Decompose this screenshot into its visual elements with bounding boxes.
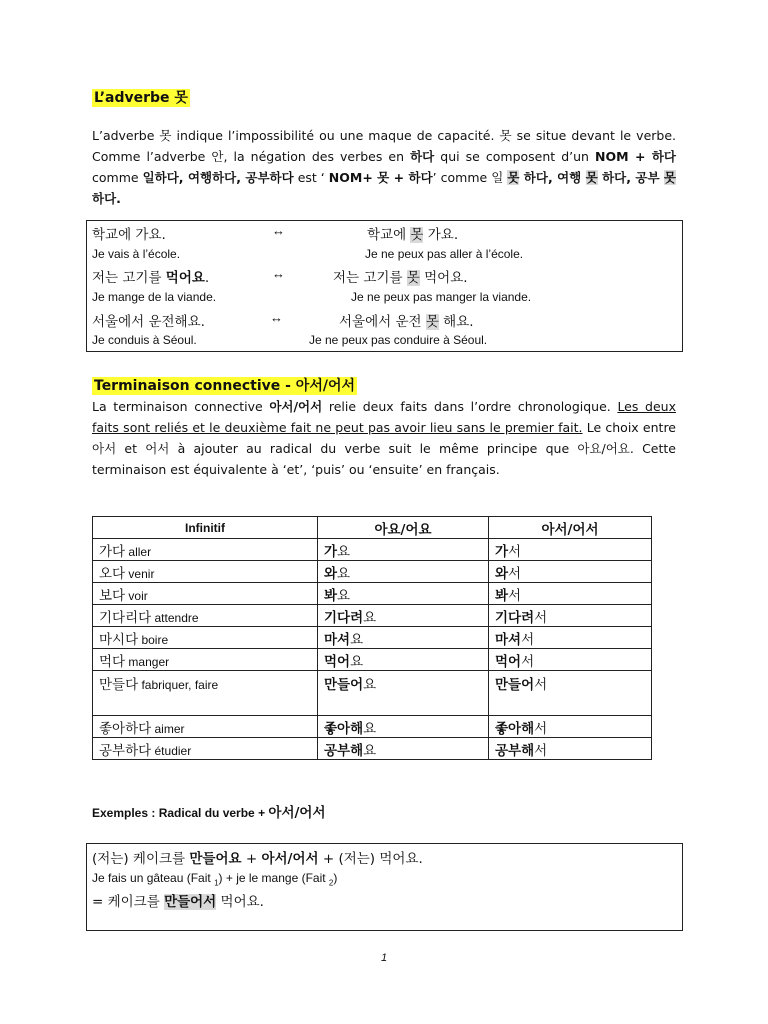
para-bold: 하다, 공부 [597,170,664,185]
cell-infinitif: 가다 aller [93,539,318,561]
table-row [93,605,652,627]
table-row [93,671,652,716]
negation-examples-box [86,220,683,352]
example-french-negative: Je ne peux pas manger la viande. [351,290,532,304]
table-row [93,738,652,760]
cell-infinitif: 보다 voir [93,583,318,605]
table-row [93,627,652,649]
table-header-row [93,517,652,539]
cell-infinitif: 마시다 boire [93,627,318,649]
page-number: 1 [381,952,388,964]
para-bold: NOM + 하다 [595,149,676,164]
cell-infinitif: 오다 venir [93,561,318,583]
example-korean-negative: 서울에서 운전 못 해요. [339,314,474,330]
cell-ayo-eoyo: 봐요 [318,583,489,605]
header-infinitif: Infinitif [93,517,318,539]
para-underlined: Les deux faits sont reliés et le deuxième fait ne peut pas avoir lieu sans le premier fait. [92,399,676,435]
para-text: La terminaison connective [92,399,270,414]
cell-ayo-eoyo: 와요 [318,561,489,583]
cell-infinitif: 만들다 fabriquer, faire [93,671,318,716]
negation-highlight: 못 [507,170,520,185]
cell-ayo-eoyo: 가요 [318,539,489,561]
para-text: relie deux faits dans l’ordre chronologique. [322,399,618,414]
example-korean-negative: 학교에 못 가요. [367,227,459,243]
example-french-sentences: Je fais un gâteau (Fait $_1$) + je le mange (Fait $_2$) [92,871,338,888]
para-text: comme [92,170,143,185]
para-text: qui se composent d’un [434,149,596,164]
header-aseo-eoseo: 아서/어서 [489,517,652,539]
table-row [93,583,652,605]
cell-ayo-eoyo: 좋아해요 [318,716,489,738]
connective-example-box [86,843,683,931]
negation-highlight: 못 [406,270,420,286]
example-french-positive: Je mange de la viande. [92,290,217,304]
arrow-icon: ↔ [270,310,283,325]
cell-aseo-eoseo: 공부해서 [489,738,652,760]
para-bold: 일하다, 여행하다, 공부하다 [142,170,294,185]
cell-infinitif: 먹다 manger [93,649,318,671]
section-heading-terminaison [92,375,357,395]
cell-aseo-eoseo: 마셔서 [489,627,652,649]
cell-ayo-eoyo: 먹어요 [318,649,489,671]
para-text: Le choix entre 아서 et 어서 à ajouter au radical du verbe suit le même principe que 아요/어요. Cette terminaison est équivalente à ‘et’, ‘puis’ ou ‘ensuite’ en français. [92,420,676,477]
example-french-negative: Je ne peux pas conduire à Séoul. [309,333,488,347]
connective-highlight: 만들어서 [164,894,217,910]
para-text: est ‘ [293,170,329,185]
table-row [93,716,652,738]
negation-highlight: 못 [663,170,676,185]
table-row [93,561,652,583]
cell-infinitif: 좋아하다 aimer [93,716,318,738]
header-ayo-eoyo: 아요/어요 [318,517,489,539]
cell-aseo-eoseo: 먹어서 [489,649,652,671]
para-bold: 하다, 여행 [519,170,586,185]
adverbe-paragraph [92,125,676,209]
cell-ayo-eoyo: 만들어요 [318,671,489,716]
para-bold: 하다 [410,149,435,164]
para-text: L’adverbe 못 indique l’impossibilité ou une maque de capacité. 못 se situe devant le verbe. Comme l’adverbe 안, la négation des verbes en [92,128,676,164]
arrow-icon: ↔ [272,266,285,281]
example-korean-positive: 서울에서 운전해요. [92,314,205,330]
cell-ayo-eoyo: 공부해요 [318,738,489,760]
example-french-negative: Je ne peux pas aller à l’école. [365,247,524,261]
example-korean-positive: 학교에 가요. [92,227,166,243]
cell-infinitif: 공부하다 étudier [93,738,318,760]
table-row [93,649,652,671]
cell-aseo-eoseo: 좋아해서 [489,716,652,738]
example-french-positive: Je conduis à Séoul. [92,333,197,347]
conjugation-table [92,516,652,760]
cell-ayo-eoyo: 마셔요 [318,627,489,649]
cell-infinitif: 기다리다 attendre [93,605,318,627]
cell-aseo-eoseo: 가서 [489,539,652,561]
arrow-icon: ↔ [272,223,285,238]
cell-aseo-eoseo: 봐서 [489,583,652,605]
example-korean-negative: 저는 고기를 못 먹어요. [333,270,468,286]
negation-highlight: 못 [410,227,424,243]
negation-highlight: 못 [585,170,598,185]
para-bold: 아서/어서 [269,399,323,414]
heading-text: L’adverbe 못 [94,90,188,106]
para-text: ’ comme 일 [432,170,508,185]
cell-aseo-eoseo: 만들어서 [489,671,652,716]
example-korean-positive: 저는 고기를 먹어요. [92,270,210,286]
cell-aseo-eoseo: 와서 [489,561,652,583]
para-bold: NOM+ 못 + 하다 [328,170,433,185]
terminaison-paragraph [92,396,676,480]
example-french-positive: Je vais à l’école. [92,247,181,261]
negation-highlight: 못 [425,314,439,330]
table-row [93,539,652,561]
example-combined-sentence: = 케이크를 만들어서 먹어요. [92,894,264,910]
para-bold: 하다. [92,191,121,206]
cell-aseo-eoseo: 기다려서 [489,605,652,627]
example-korean-sentences: (저는) 케이크를 만들어요 + 아서/어서 + (저는) 먹어요. [92,851,423,867]
examples-heading: Exemples : Radical du verbe + 아서/어서 [92,805,326,821]
heading-text: Terminaison connective - 아서/어서 [94,378,356,394]
cell-ayo-eoyo: 기다려요 [318,605,489,627]
section-heading-adverbe [92,87,190,107]
